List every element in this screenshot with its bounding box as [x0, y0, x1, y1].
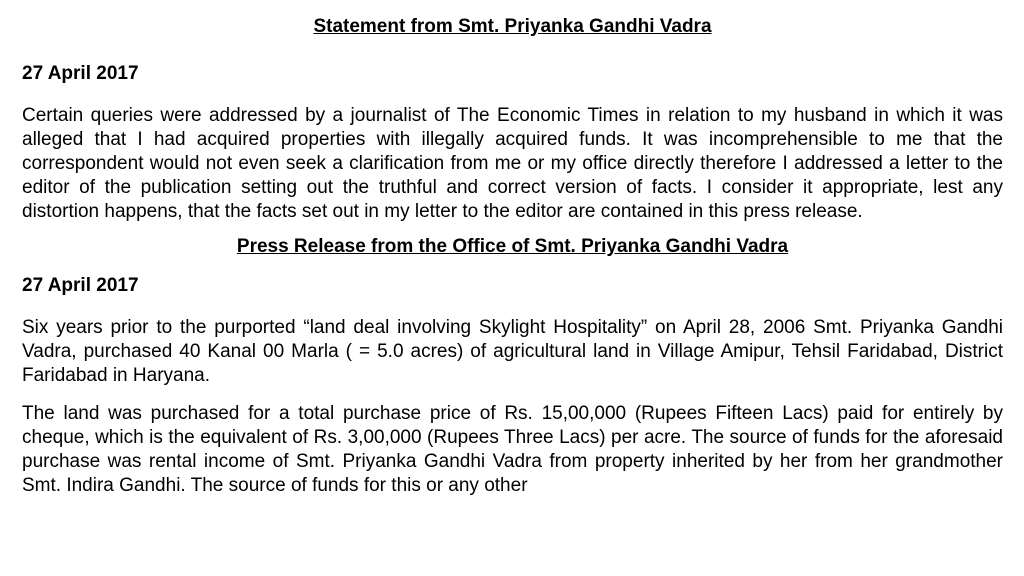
press-release-date: 27 April 2017 [22, 275, 139, 296]
press-release-paragraph-1: Six years prior to the purported “land deal involving Skylight Hospitality” on April 28, 2006 Smt. Priyanka Gandhi Vadra, purchased 40 Kanal 00 Marla ( = 5.0 acres) of agricultural land in Village Amipur, Tehsil Faridabad, District Faridabad in Haryana. [22, 317, 1003, 386]
press-release-title: Press Release from the Office of Smt. Priyanka Gandhi Vadra [236, 236, 789, 257]
document-page [22, 14, 1003, 498]
statement-paragraph: Certain queries were addressed by a journalist of The Economic Times in relation to my husband in which it was alleged that I had acquired properties with illegally acquired funds. It was incomprehensible to me that the correspondent would not even seek a clarification from me or my office directly therefore I addressed a letter to the editor of the publication setting out the truthful and correct version of facts. I consider it appropriate, lest any distortion happens, that the facts set out in my letter to the editor are contained in this press release. [22, 105, 1003, 222]
statement-date: 27 April 2017 [22, 63, 139, 84]
press-release-paragraph-2: The land was purchased for a total purchase price of Rs. 15,00,000 (Rupees Fifteen Lacs) paid for entirely by cheque, which is the equivalent of Rs. 3,00,000 (Rupees Three Lacs) per acre. The source of funds for the aforesaid purchase was rental income of Smt. Priyanka Gandhi Vadra from property inherited by her from her grandmother Smt. Indira Gandhi. The source of funds for this or any other [22, 403, 1003, 496]
statement-title: Statement from Smt. Priyanka Gandhi Vadra [313, 16, 712, 37]
